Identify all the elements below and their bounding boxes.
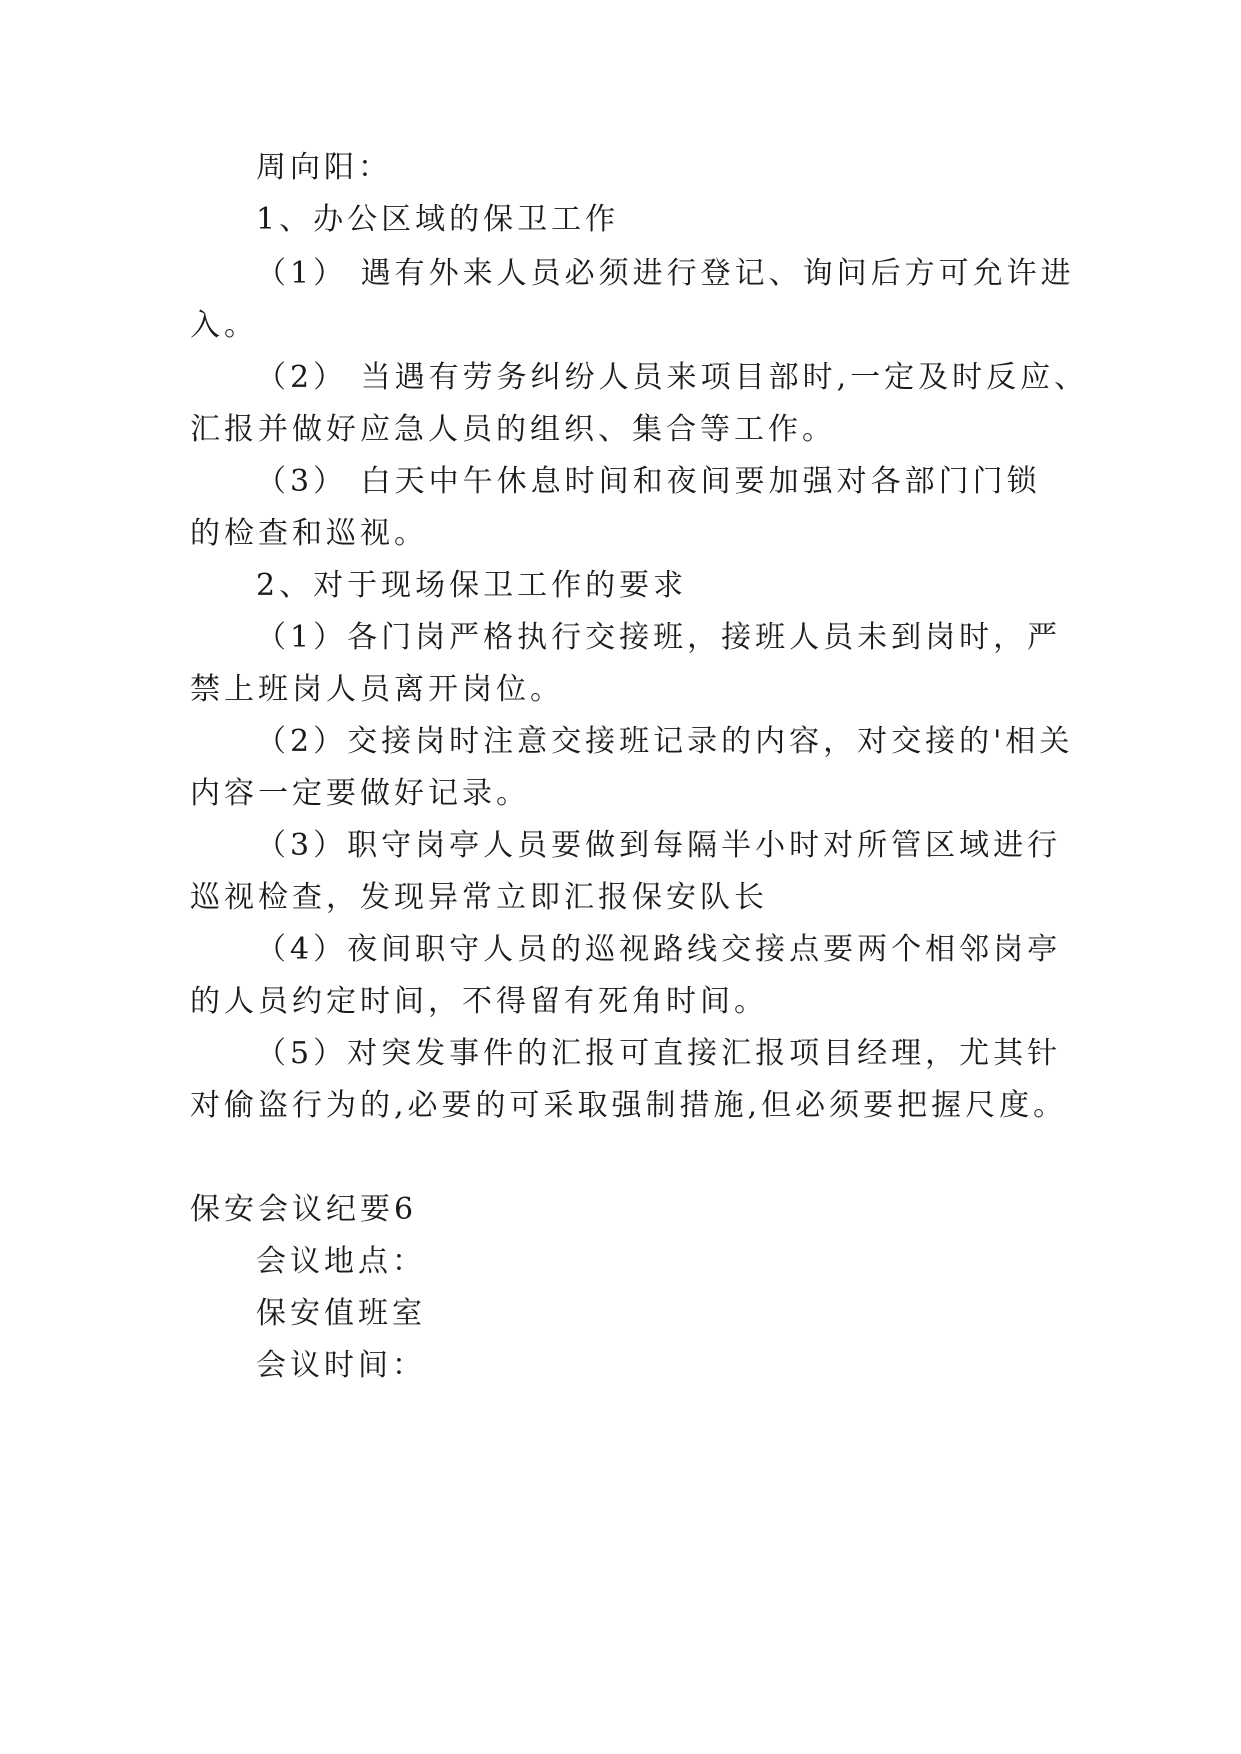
section2-heading: 2、对于现场保卫工作的要求 <box>256 568 688 603</box>
section2-item3-line2: 巡视检查，发现异常立即汇报保安队长 <box>190 880 768 915</box>
section1-item3-line1: （3） 白天中午休息时间和夜间要加强对各部门门锁 <box>256 464 1041 499</box>
section2-item2-line2: 内容一定要做好记录。 <box>190 776 530 811</box>
meeting-time-label: 会议时间： <box>256 1348 426 1383</box>
section1-item2-line2: 汇报并做好应急人员的组织、集合等工作。 <box>190 412 836 447</box>
section1-item1-line1: （1） 遇有外来人员必须进行登记、询问后方可允许进 <box>256 256 1075 291</box>
section2-item2-line1: （2）交接岗时注意交接班记录的内容，对交接的'相关 <box>256 724 1074 759</box>
section2-item1-line1: （1）各门岗严格执行交接班，接班人员未到岗时，严 <box>256 620 1062 655</box>
section2-item4-line1: （4）夜间职守人员的巡视路线交接点要两个相邻岗亭 <box>256 932 1062 967</box>
section1-item2-line1: （2） 当遇有劳务纠纷人员来项目部时,一定及时反应、 <box>256 360 1089 395</box>
section2-item5-line2: 对偷盗行为的,必要的可采取强制措施,但必须要把握尺度。 <box>190 1088 1068 1123</box>
section1-item1-line2: 入。 <box>190 308 258 343</box>
section2-item4-line2: 的人员约定时间，不得留有死角时间。 <box>190 984 768 1019</box>
section2-item3-line1: （3）职守岗亭人员要做到每隔半小时对所管区域进行 <box>256 828 1062 863</box>
section2-item5-line1: （5）对突发事件的汇报可直接汇报项目经理，尤其针 <box>256 1036 1062 1071</box>
meeting-location-value: 保安值班室 <box>256 1296 426 1331</box>
intro-name: 周向阳： <box>256 150 392 185</box>
meeting-location-label: 会议地点： <box>256 1244 426 1279</box>
section1-heading: 1、办公区域的保卫工作 <box>256 202 620 237</box>
section1-item3-line2: 的检查和巡视。 <box>190 516 428 551</box>
next-section-title: 保安会议纪要6 <box>190 1192 418 1227</box>
section2-item1-line2: 禁上班岗人员离开岗位。 <box>190 672 564 707</box>
